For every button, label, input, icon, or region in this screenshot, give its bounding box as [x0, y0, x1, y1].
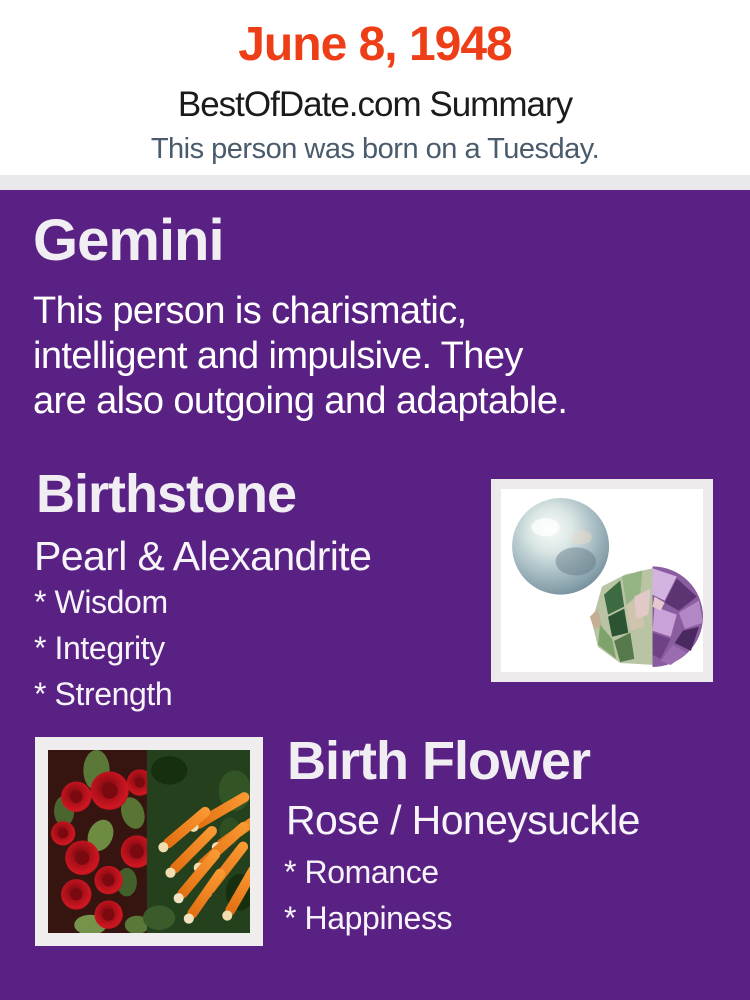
roses-photo-half	[48, 750, 153, 933]
birth-flower-heading: Birth Flower	[287, 731, 591, 791]
page-title: June 8, 1948	[238, 18, 512, 71]
birth-flower-trait-list	[284, 854, 452, 936]
zodiac-description-line: are also outgoing and adaptable.	[33, 380, 568, 422]
header-divider	[0, 175, 750, 190]
birthstone-trait-list	[34, 584, 172, 712]
birthstone-heading: Birthstone	[36, 464, 296, 524]
details-section	[0, 190, 750, 1000]
birth-flower-names: Rose / Honeysuckle	[286, 797, 640, 843]
birthstone-names: Pearl & Alexandrite	[34, 533, 372, 579]
birthstone-image	[491, 479, 713, 682]
honeysuckle-photo-half	[143, 750, 250, 933]
zodiac-description	[33, 289, 567, 424]
birthstone-trait: * Strength	[34, 676, 173, 712]
birth-flower-trait: * Romance	[284, 854, 439, 890]
birthstone-trait: * Wisdom	[34, 584, 168, 620]
pearl-and-alexandrite-graphic	[501, 489, 703, 672]
site-summary-title: BestOfDate.com Summary	[177, 85, 573, 124]
rose-and-honeysuckle-graphic	[48, 750, 250, 933]
birthstone-trait: * Integrity	[34, 630, 165, 666]
birth-day-tagline: This person was born on a Tuesday.	[150, 133, 600, 165]
zodiac-sign-heading: Gemini	[33, 208, 224, 273]
birth-flower-trait: * Happiness	[284, 900, 453, 936]
pearl-graphic	[512, 498, 609, 595]
header	[0, 0, 750, 175]
birth-flower-image	[35, 737, 263, 946]
zodiac-description-line: intelligent and impulsive. They	[33, 335, 523, 377]
zodiac-description-line: This person is charismatic,	[33, 290, 467, 332]
